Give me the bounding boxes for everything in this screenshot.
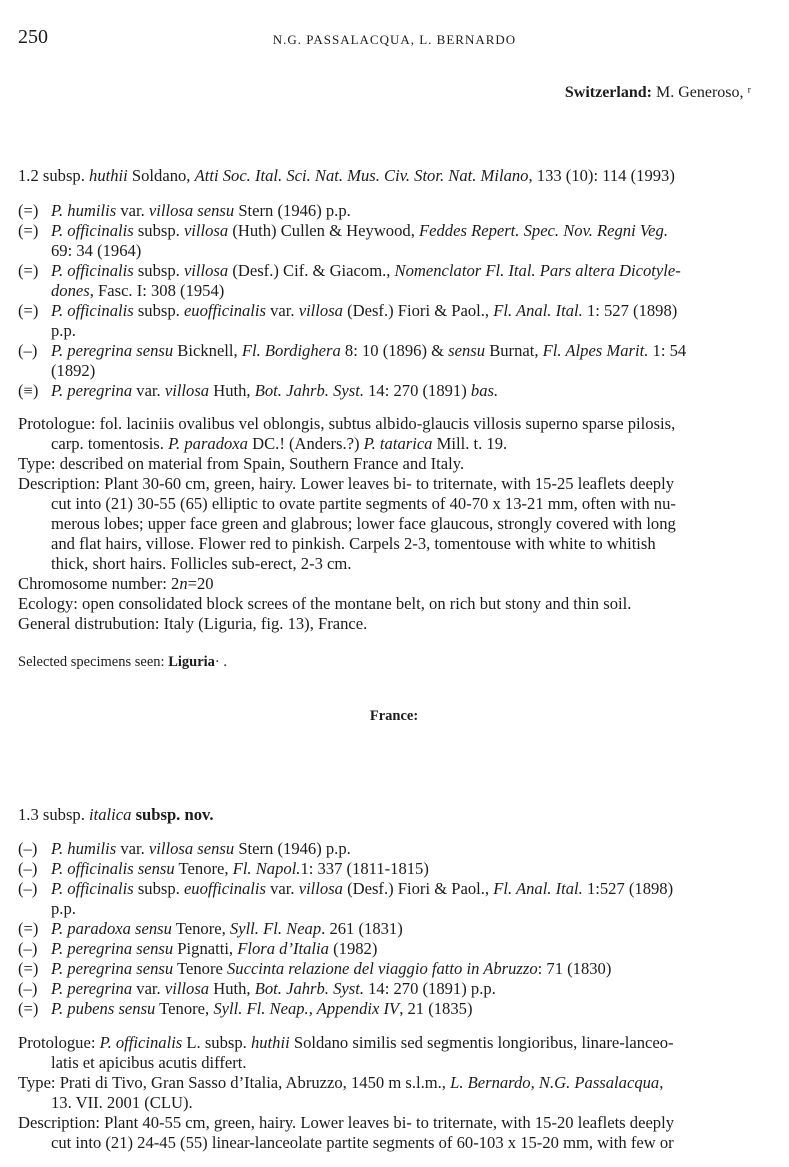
protologue: Protologue: fol. laciniis ovalibus vel oblongis, subtus albido-glaucis villosis superno sparse pilosis, bbox=[18, 414, 676, 433]
selected-specimens: Selected specimens seen: Liguria· . bbox=[18, 654, 228, 670]
description: Description: Plant 30-60 cm, green, hairy. Lower leaves bi- to triternate, with 15-25 leaflets deeply bbox=[18, 474, 675, 493]
synonym-entry: (≡) P. peregrina var. villosa Huth, Bot. Jahrb. Syst. 14: 270 (1891) bas. bbox=[18, 381, 499, 400]
synonym-entry: (=) P. peregrina sensu Tenore Succinta relazione del viaggio fatto in Abruzzo: 71 (1830) bbox=[18, 959, 612, 978]
taxon-name: italica bbox=[89, 805, 132, 824]
france-label: France: bbox=[369, 708, 419, 724]
synonym-entry: (–) P. peregrina sensu Bicknell, Fl. Bordighera 8: 10 (1896) & sensu Burnat, Fl. Alpes Marit. 1: 54 bbox=[18, 341, 687, 360]
synonym-entry: (=) P. paradoxa sensu Tenore, Syll. Fl. Neap. 261 (1831) bbox=[18, 919, 403, 938]
subsp-italica-heading: 1.3 subsp. italica subsp. nov. bbox=[18, 805, 214, 824]
synonym-entry: (–) P. officinalis subsp. euofficinalis var. villosa (Desf.) Fiori & Paol., Fl. Anal. Ital. 1:527 (1898) bbox=[18, 879, 674, 898]
description: Description: Plant 40-55 cm, green, hairy. Lower leaves bi- to triternate, with 15-20 leaflets deeply bbox=[18, 1113, 675, 1132]
huthii-description-block: Protologue: fol. laciniis ovalibus vel oblongis, subtus albido-glaucis villosis superno sparse pilosis, carp. tomentosis. P. paradoxa DC.! (Anders.?) P. tatarica Mill. t. 19. Type: described on material from Spain, Southern France and Italy. Description: Plant 30-60 cm, green, hairy. Lower leaves bi- to triternate, with 15-25 leaflets deeply cut into (21) 30-55 (65) elliptic to ovate partite segments of 40-70 x 13-21 mm, often with nu- merous lobes; upper face green and glabrous; lower face glaucous, strongly covered with long and flat hairs, villose. Flower red to pinkish. Carpels 2-3, tomentouse with white to whitish thick, short hairs. Follicles sub-erect, 2-3 cm. Chromosome number: 2n=20 Ecology: open consolidated block screes of the montane belt, on rich but stony and thin soil. General distrubution: Italy (Liguria, fig. 13), France. bbox=[18, 414, 770, 634]
running-title: N.G. PASSALACQUA, L. BERNARDO bbox=[272, 32, 517, 47]
specimen-text: M. Generoso, ʳ bbox=[655, 84, 751, 101]
page-number: 250 bbox=[18, 26, 48, 48]
ecology: Ecology: open consolidated block screes of the montane belt, on rich but stony and thin soil. bbox=[18, 594, 632, 613]
synonym-entry: (=) P. officinalis subsp. euofficinalis var. villosa (Desf.) Fiori & Paol., Fl. Anal. Ital. 1: 527 (1898) bbox=[18, 301, 678, 320]
country-label: Switzerland: bbox=[564, 84, 652, 101]
synonym-entry: (–) P. officinalis sensu Tenore, Fl. Napol.1: 337 (1811-1815) bbox=[18, 859, 429, 878]
general-distribution: General distrubution: Italy (Liguria, fig. 13), France. bbox=[18, 614, 368, 633]
subsp-huthii-heading: 1.2 subsp. huthii Soldano, Atti Soc. Ital. Sci. Nat. Mus. Civ. Stor. Nat. Milano, 133 (10): 114 (1993) bbox=[18, 166, 675, 185]
chromosome-number: Chromosome number: 2n=20 bbox=[18, 574, 214, 593]
taxon-name: huthii bbox=[89, 166, 128, 185]
type-line: Type: Prati di Tivo, Gran Sasso d’Italia, Abruzzo, 1450 m s.l.m., L. Bernardo, N.G. Passalacqua, bbox=[18, 1073, 664, 1092]
synonym-entry: (=) P. pubens sensu Tenore, Syll. Fl. Neap., Appendix IV, 21 (1835) bbox=[18, 999, 473, 1018]
synonym-entry: (=) P. officinalis subsp. villosa (Desf.) Cif. & Giacom., Nomenclator Fl. Ital. Pars altera Dicotyle- bbox=[18, 261, 681, 280]
synonym-entry: (–) P. peregrina var. villosa Huth, Bot. Jahrb. Syst. 14: 270 (1891) p.p. bbox=[18, 979, 496, 998]
protologue: Protologue: P. officinalis L. subsp. huthii Soldano similis sed segmentis longioribus, linare-lanceo- bbox=[18, 1033, 674, 1052]
synonym-entry: (=) P. humilis var. villosa sensu Stern (1946) p.p. bbox=[18, 201, 351, 220]
synonym-entry: (=) P. officinalis subsp. villosa (Huth) Cullen & Heywood, Feddes Repert. Spec. Nov. Regni Veg. bbox=[18, 221, 668, 240]
synonym-entry: (–) P. peregrina sensu Pignatti, Flora d’Italia (1982) bbox=[18, 939, 378, 958]
type-line: Type: described on material from Spain, Southern France and Italy. bbox=[18, 454, 465, 473]
top-specimen-line bbox=[565, 84, 751, 102]
journal-title: Atti Soc. Ital. Sci. Nat. Mus. Civ. Stor. Nat. Milano bbox=[194, 166, 529, 185]
italica-synonym-list: (–) P. humilis var. villosa sensu Stern (1946) p.p. (–) P. officinalis sensu Tenore, Fl. Napol.1: 337 (1811-1815) (–) P. officinalis subsp. euofficinalis var. villosa (Desf.) Fiori & Paol., Fl. Anal. Ital. 1:527 (1898) p.p. (=) P. paradoxa sensu Tenore, Syll. Fl. Neap. 261 (1831) (–) P. peregrina sensu Pignatti, Flora d’Italia (1982) (=) P. peregrina sensu Tenore Succinta relazione del viaggio fatto in Abruzzo: 71 (1830) (–) P. peregrina var. villosa Huth, Bot. Jahrb. Syst. 14: 270 (1891) p.p. (=) P. pubens sensu Tenore, Syll. Fl. Neap., Appendix IV, 21 (1835) bbox=[18, 839, 770, 1019]
italica-description-block: Protologue: P. officinalis L. subsp. huthii Soldano similis sed segmentis longioribus, linare-lanceo- latis et apicibus acutis differt. Type: Prati di Tivo, Gran Sasso d’Italia, Abruzzo, 1450 m s.l.m., L. Bernardo, N.G. Passalacqua, 13. VII. 2001 (CLU). Description: Plant 40-55 cm, green, hairy. Lower leaves bi- to triternate, with 15-20 leaflets deeply cut into (21) 24-45 (55) linear-lanceolate partite segments of 60-103 x 15-20 mm, with few or bbox=[18, 1033, 770, 1153]
synonym-entry: (–) P. humilis var. villosa sensu Stern (1946) p.p. bbox=[18, 839, 351, 858]
huthii-synonym-list: (=) P. humilis var. villosa sensu Stern (1946) p.p. (=) P. officinalis subsp. villosa (Huth) Cullen & Heywood, Feddes Repert. Spec. Nov. Regni Veg. 69: 34 (1964) (=) P. officinalis subsp. villosa (Desf.) Cif. & Giacom., Nomenclator Fl. Ital. Pars altera Dicotyle- dones, Fasc. I: 308 (1954) (=) P. officinalis subsp. euofficinalis var. villosa (Desf.) Fiori & Paol., Fl. Anal. Ital. 1: 527 (1898) p.p. (–) P. peregrina sensu Bicknell, Fl. Bordighera 8: 10 (1896) & sensu Burnat, Fl. Alpes Marit. 1: 54 (1892) (≡) P. peregrina var. villosa Huth, Bot. Jahrb. Syst. 14: 270 (1891) bas. bbox=[18, 201, 770, 401]
region-label: Liguria bbox=[168, 654, 215, 670]
nov-label: subsp. nov. bbox=[135, 805, 214, 824]
